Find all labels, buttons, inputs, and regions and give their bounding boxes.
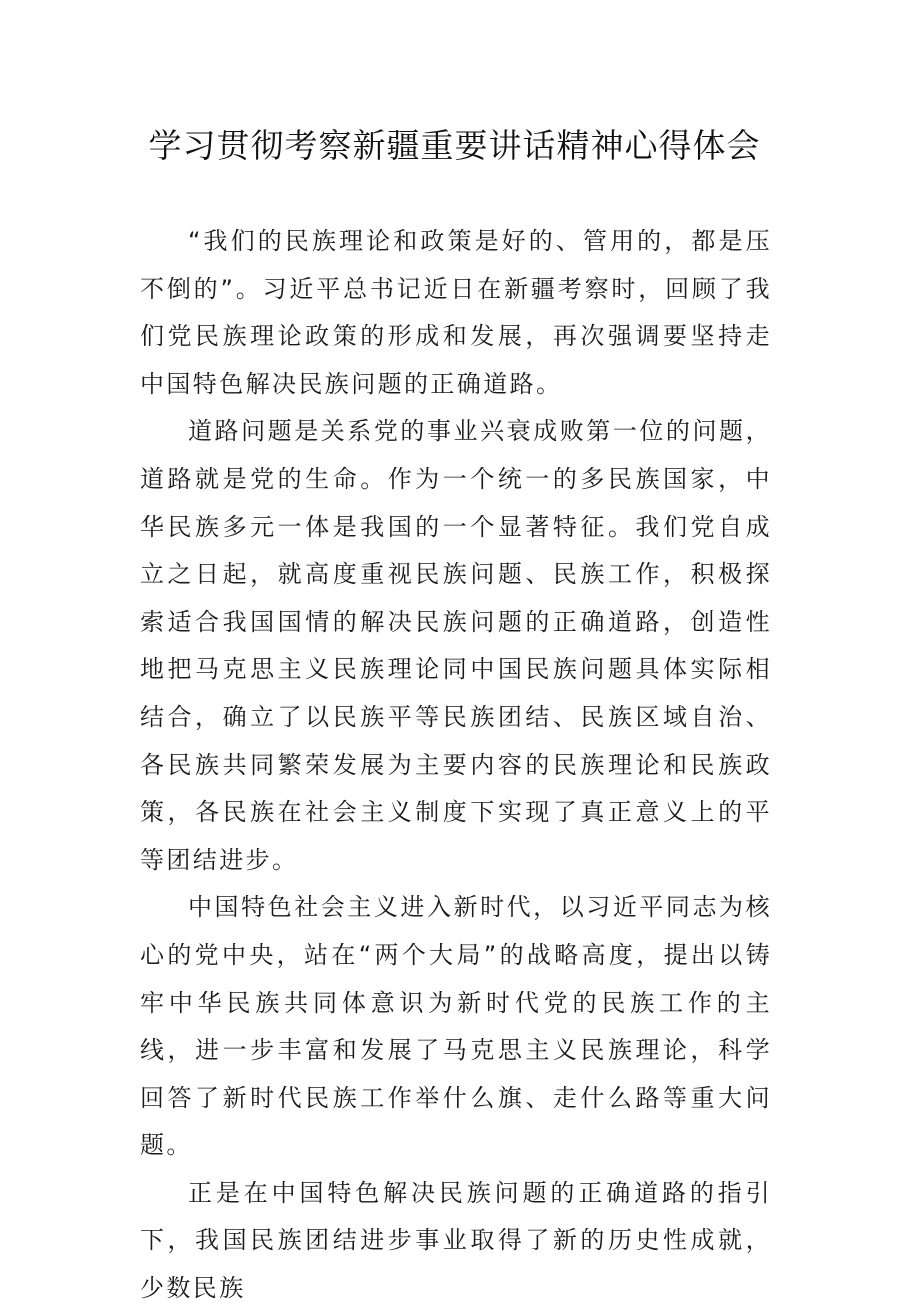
- paragraph-2: 道路问题是关系党的事业兴衰成败第一位的问题，道路就是党的生命。作为一个统一的多民族国家，中华民族多元一体是我国的一个显著特征。我们党自成立之日起，就高度重视民族问题、民族工作，积极探索适合我国国情的解决民族问题的正确道路，创造性地把马克思主义民族理论同中国民族问题具体实际相结合，确立了以民族平等民族团结、民族区域自治、各民族共同繁荣发展为主要内容的民族理论和民族政策，各民族在社会主义制度下实现了真正意义上的平等团结进步。: [140, 417, 772, 874]
- paragraph-3: 中国特色社会主义进入新时代，以习近平同志为核心的党中央，站在“两个大局”的战略高度，提出以铸牢中华民族共同体意识为新时代党的民族工作的主线，进一步丰富和发展了马克思主义民族理论，科学回答了新时代民族工作举什么旗、走什么路等重大问题。: [140, 893, 772, 1160]
- paragraph-1: “我们的民族理论和政策是好的、管用的，都是压不倒的”。习近平总书记近日在新疆考察时，回顾了我们党民族理论政策的形成和发展，再次强调要坚持走中国特色解决民族问题的正确道路。: [140, 227, 772, 398]
- document-body: [140, 218, 772, 1313]
- document-title: 学习贯彻考察新疆重要讲话精神心得体会: [148, 126, 761, 165]
- paragraph-4: 正是在中国特色解决民族问题的正确道路的指引下，我国民族团结进步事业取得了新的历史性成就，少数民族: [140, 1178, 772, 1303]
